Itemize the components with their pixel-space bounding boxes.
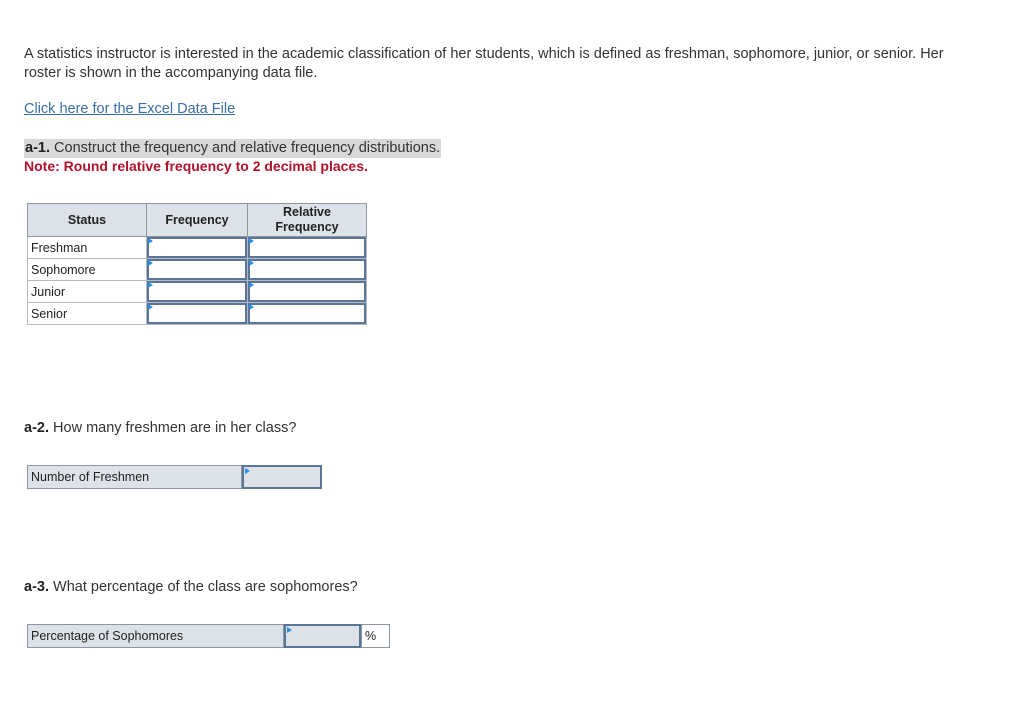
part-a2-question <box>24 420 296 436</box>
freshman-relative-cell <box>248 237 367 259</box>
status-senior: Senior <box>28 303 147 325</box>
freshman-relative-input[interactable] <box>248 237 366 258</box>
input-marker-icon <box>148 304 153 310</box>
part-a3-text: What percentage of the class are sophomores? <box>53 579 358 595</box>
freshmen-count-row <box>27 465 322 489</box>
input-marker-icon <box>249 238 254 244</box>
senior-frequency-cell <box>147 303 248 325</box>
input-marker-icon <box>249 282 254 288</box>
status-sophomore: Sophomore <box>28 259 147 281</box>
senior-relative-input[interactable] <box>248 303 366 324</box>
table-row-senior <box>28 303 367 325</box>
freshmen-count-input[interactable] <box>244 467 320 487</box>
junior-frequency-input[interactable] <box>147 281 247 302</box>
table-row-sophomore <box>28 259 367 281</box>
senior-relative-cell <box>248 303 367 325</box>
part-a2-label: a-2. <box>24 420 49 436</box>
frequency-table <box>27 203 367 325</box>
table-row-freshman <box>28 237 367 259</box>
sophomore-percentage-row <box>27 624 390 648</box>
input-marker-icon <box>148 282 153 288</box>
junior-frequency-cell <box>147 281 248 303</box>
input-marker-icon <box>249 260 254 266</box>
part-a3-question <box>24 579 358 595</box>
part-a1-label: a-1. <box>25 140 50 156</box>
part-a2-text: How many freshmen are in her class? <box>53 420 297 436</box>
table-header-row <box>28 204 367 237</box>
excel-data-link[interactable]: Click here for the Excel Data File <box>24 101 236 117</box>
input-marker-icon <box>148 238 153 244</box>
freshmen-count-field <box>242 465 322 489</box>
sophomore-percentage-label: Percentage of Sophomores <box>27 624 284 648</box>
senior-frequency-input[interactable] <box>147 303 247 324</box>
status-freshman: Freshman <box>28 237 147 259</box>
junior-relative-input[interactable] <box>248 281 366 302</box>
sophomore-percentage-field <box>284 624 361 648</box>
sophomore-frequency-cell <box>147 259 248 281</box>
sophomore-relative-input[interactable] <box>248 259 366 280</box>
sophomore-relative-cell <box>248 259 367 281</box>
input-marker-icon <box>148 260 153 266</box>
header-relative-line2: Frequency <box>275 220 339 234</box>
input-marker-icon <box>287 627 292 633</box>
sophomore-frequency-input[interactable] <box>147 259 247 280</box>
status-junior: Junior <box>28 281 147 303</box>
freshman-frequency-cell <box>147 237 248 259</box>
percent-unit: % <box>361 624 390 648</box>
sophomore-percentage-input[interactable] <box>286 626 359 646</box>
header-frequency: Frequency <box>147 204 248 237</box>
junior-relative-cell <box>248 281 367 303</box>
part-a1-text: Construct the frequency and relative frequency distributions. <box>54 140 441 156</box>
header-status: Status <box>28 204 147 237</box>
freshmen-count-label: Number of Freshmen <box>27 465 242 489</box>
header-relative-line1: Relative <box>283 205 331 219</box>
part-a1-question <box>24 139 441 158</box>
table-row-junior <box>28 281 367 303</box>
problem-intro: A statistics instructor is interested in the academic classification of her students, which is defined as freshman, sophomore, junior, or senior. Her roster is shown in the accompanying data file. <box>24 46 944 81</box>
input-marker-icon <box>245 468 250 474</box>
header-relative-frequency <box>248 204 367 237</box>
freshman-frequency-input[interactable] <box>147 237 247 258</box>
rounding-note: Note: Round relative frequency to 2 decimal places. <box>24 158 368 174</box>
input-marker-icon <box>249 304 254 310</box>
part-a3-label: a-3. <box>24 579 49 595</box>
